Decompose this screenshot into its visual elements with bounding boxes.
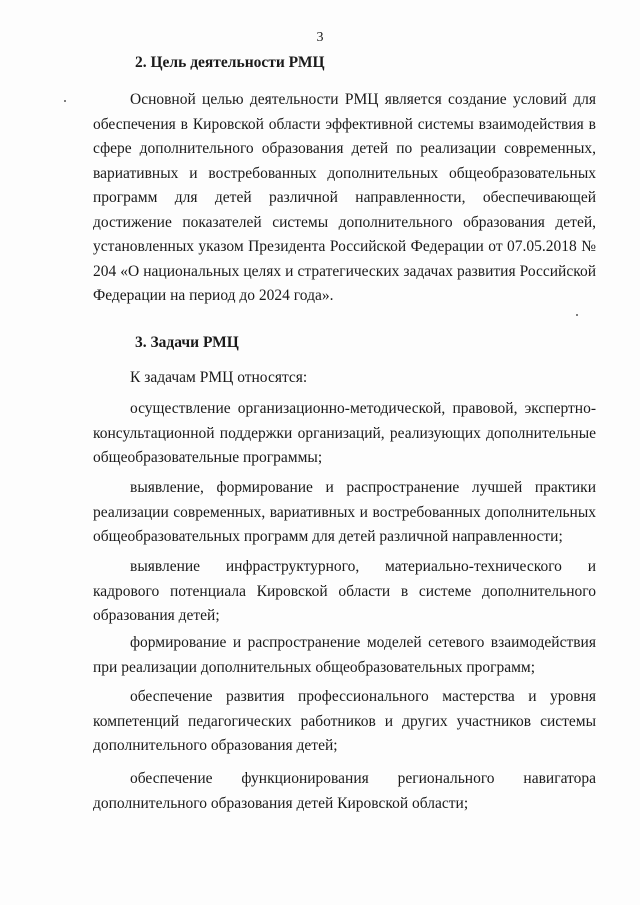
- scan-speck: [576, 314, 578, 316]
- page-number: 3: [316, 30, 324, 45]
- task-item-4: формирование и распространение моделей сетевого взаимодействия при реализации дополнительных общеобразовательных программ;: [93, 634, 596, 676]
- section-3-heading: 3. Задачи РМЦ: [135, 334, 239, 351]
- task-item-6: обеспечение функционирования регионального навигатора дополнительного образования детей Кировской области;: [93, 770, 596, 812]
- task-item-5: обеспечение развития профессионального мастерства и уровня компетенций педагогических работников и других участников системы дополнительного образования детей;: [93, 688, 596, 754]
- task-item-1: осуществление организационно-методической, правовой, экспертно-консультационной поддержки организаций, реализующих дополнительные общеобразовательные программы;: [93, 400, 596, 466]
- task-item-2: выявление, формирование и распространение лучшей практики реализации современных, вариативных и востребованных дополнительных общеобразовательных программ для детей различной направленности;: [93, 479, 596, 545]
- section-3-intro: К задачам РМЦ относятся:: [130, 369, 308, 386]
- task-item-3: выявление инфраструктурного, материально-технического и кадрового потенциала Кировской области в системе дополнительного образования детей;: [93, 558, 596, 624]
- section-2-heading: 2. Цель деятельности РМЦ: [135, 54, 325, 71]
- scan-speck: [64, 100, 66, 102]
- section-2-paragraph: Основной целью деятельности РМЦ является создание условий для обеспечения в Кировской области эффективной системы взаимодействия в сфере дополнительного образования детей по реализации современных, вариативных и востребованных дополнительных общеобразовательных программ для детей различной направленности, обеспечивающей достижение показателей системы дополнительного образования детей, установленных указом Президента Российской Федерации от 07.05.2018 № 204 «О национальных целях и стратегических задачах развития Российской Федерации на период до 2024 года».: [93, 91, 596, 304]
